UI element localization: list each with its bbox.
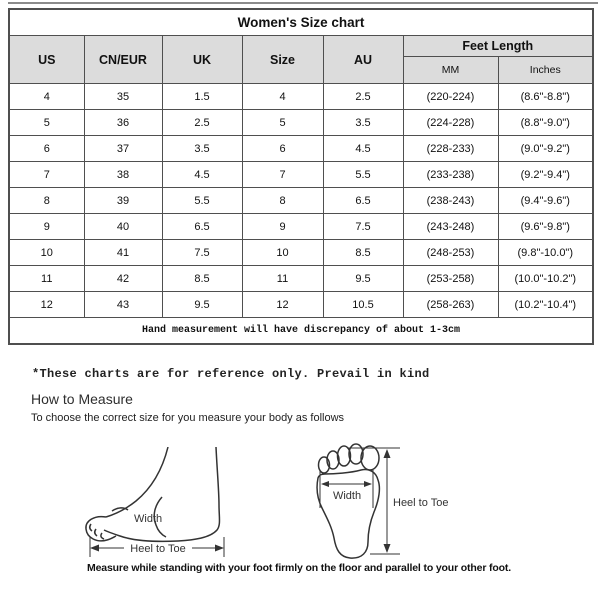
- table-row: [9, 292, 593, 318]
- heel-to-toe-label-top: Heel to Toe: [393, 497, 449, 509]
- table-cell: 35: [84, 84, 162, 110]
- table-cell: 5.5: [323, 162, 403, 188]
- table-cell: 2.5: [162, 110, 242, 136]
- table-cell: 6.5: [162, 214, 242, 240]
- table-cell: (220-224): [403, 84, 498, 110]
- table-cell: 9: [242, 214, 323, 240]
- table-cell: 9.5: [162, 292, 242, 318]
- table-cell: (9.4"-9.6"): [498, 188, 593, 214]
- width-measure-top: [320, 470, 373, 508]
- table-cell: (253-258): [403, 266, 498, 292]
- foot-top-view-diagram: [312, 440, 462, 562]
- table-cell: 7: [9, 162, 84, 188]
- table-row: [9, 84, 593, 110]
- table-cell: 6: [9, 136, 84, 162]
- size-table-body: [9, 84, 593, 318]
- table-cell: 12: [9, 292, 84, 318]
- table-cell: (10.2"-10.4"): [498, 292, 593, 318]
- table-cell: 12: [242, 292, 323, 318]
- table-cell: 43: [84, 292, 162, 318]
- heel-to-toe-measure-side: [90, 537, 224, 557]
- table-cell: (224-228): [403, 110, 498, 136]
- table-cell: 39: [84, 188, 162, 214]
- table-cell: 4: [9, 84, 84, 110]
- table-cell: 38: [84, 162, 162, 188]
- table-cell: 6: [242, 136, 323, 162]
- table-cell: 8.5: [323, 240, 403, 266]
- table-cell: (10.0"-10.2"): [498, 266, 593, 292]
- table-title: Women's Size chart: [9, 9, 593, 36]
- table-cell: 40: [84, 214, 162, 240]
- column-header-size: Size: [242, 36, 323, 84]
- heel-to-toe-label-side: Heel to Toe: [130, 543, 186, 555]
- table-cell: 9.5: [323, 266, 403, 292]
- how-to-measure-title: How to Measure: [31, 391, 133, 407]
- table-row: [9, 214, 593, 240]
- table-header-row: [9, 36, 593, 57]
- column-header-us: US: [9, 36, 84, 84]
- table-row: [9, 162, 593, 188]
- column-header-uk: UK: [162, 36, 242, 84]
- table-cell: 36: [84, 110, 162, 136]
- table-cell: 5.5: [162, 188, 242, 214]
- table-cell: 41: [84, 240, 162, 266]
- measure-instruction-caption: Measure while standing with your foot firmly on the floor and parallel to your other foot.: [87, 562, 512, 574]
- table-cell: (9.8"-10.0"): [498, 240, 593, 266]
- table-cell: 5: [9, 110, 84, 136]
- table-row: [9, 136, 593, 162]
- table-cell: 7.5: [162, 240, 242, 266]
- table-cell: 2.5: [323, 84, 403, 110]
- table-cell: 42: [84, 266, 162, 292]
- table-cell: 11: [242, 266, 323, 292]
- table-cell: 10: [242, 240, 323, 266]
- table-row: [9, 188, 593, 214]
- table-cell: 37: [84, 136, 162, 162]
- table-row: [9, 110, 593, 136]
- table-cell: (9.2"-9.4"): [498, 162, 593, 188]
- table-cell: 6.5: [323, 188, 403, 214]
- table-cell: (258-263): [403, 292, 498, 318]
- table-cell: 7.5: [323, 214, 403, 240]
- table-cell: (8.8"-9.0"): [498, 110, 593, 136]
- table-cell: (9.0"-9.2"): [498, 136, 593, 162]
- table-cell: 3.5: [162, 136, 242, 162]
- table-cell: 4: [242, 84, 323, 110]
- table-cell: (248-253): [403, 240, 498, 266]
- column-header-mm: MM: [403, 57, 498, 84]
- table-cell: 7: [242, 162, 323, 188]
- table-cell: 9: [9, 214, 84, 240]
- table-row: [9, 266, 593, 292]
- table-note-row: [9, 318, 593, 345]
- table-cell: 8: [242, 188, 323, 214]
- how-to-measure-subtitle: To choose the correct size for you measure your body as follows: [31, 412, 345, 424]
- width-label-top: Width: [332, 490, 362, 502]
- table-cell: 3.5: [323, 110, 403, 136]
- column-header-au: AU: [323, 36, 403, 84]
- table-cell: 10: [9, 240, 84, 266]
- top-divider-line: [8, 2, 598, 4]
- table-title-row: [9, 9, 593, 36]
- foot-side-view-diagram: [78, 447, 238, 562]
- table-cell: (233-238): [403, 162, 498, 188]
- table-cell: (8.6"-8.8"): [498, 84, 593, 110]
- table-cell: 11: [9, 266, 84, 292]
- column-header-feet-length: Feet Length: [403, 36, 593, 57]
- table-cell: 10.5: [323, 292, 403, 318]
- table-cell: (238-243): [403, 188, 498, 214]
- reference-note: *These charts are for reference only. Prevail in kind: [32, 367, 430, 381]
- table-row: [9, 240, 593, 266]
- column-header-cneur: CN/EUR: [84, 36, 162, 84]
- table-note: Hand measurement will have discrepancy of about 1-3cm: [9, 318, 593, 345]
- table-cell: (228-233): [403, 136, 498, 162]
- table-cell: 4.5: [162, 162, 242, 188]
- table-cell: 5: [242, 110, 323, 136]
- table-cell: 8.5: [162, 266, 242, 292]
- size-chart-table: [8, 8, 594, 345]
- table-cell: 1.5: [162, 84, 242, 110]
- table-cell: 4.5: [323, 136, 403, 162]
- table-cell: (9.6"-9.8"): [498, 214, 593, 240]
- foot-side-outline-drawing: [86, 447, 220, 541]
- column-header-inches: Inches: [498, 57, 593, 84]
- table-cell: (243-248): [403, 214, 498, 240]
- table-cell: 8: [9, 188, 84, 214]
- width-label-side: Width: [134, 513, 163, 525]
